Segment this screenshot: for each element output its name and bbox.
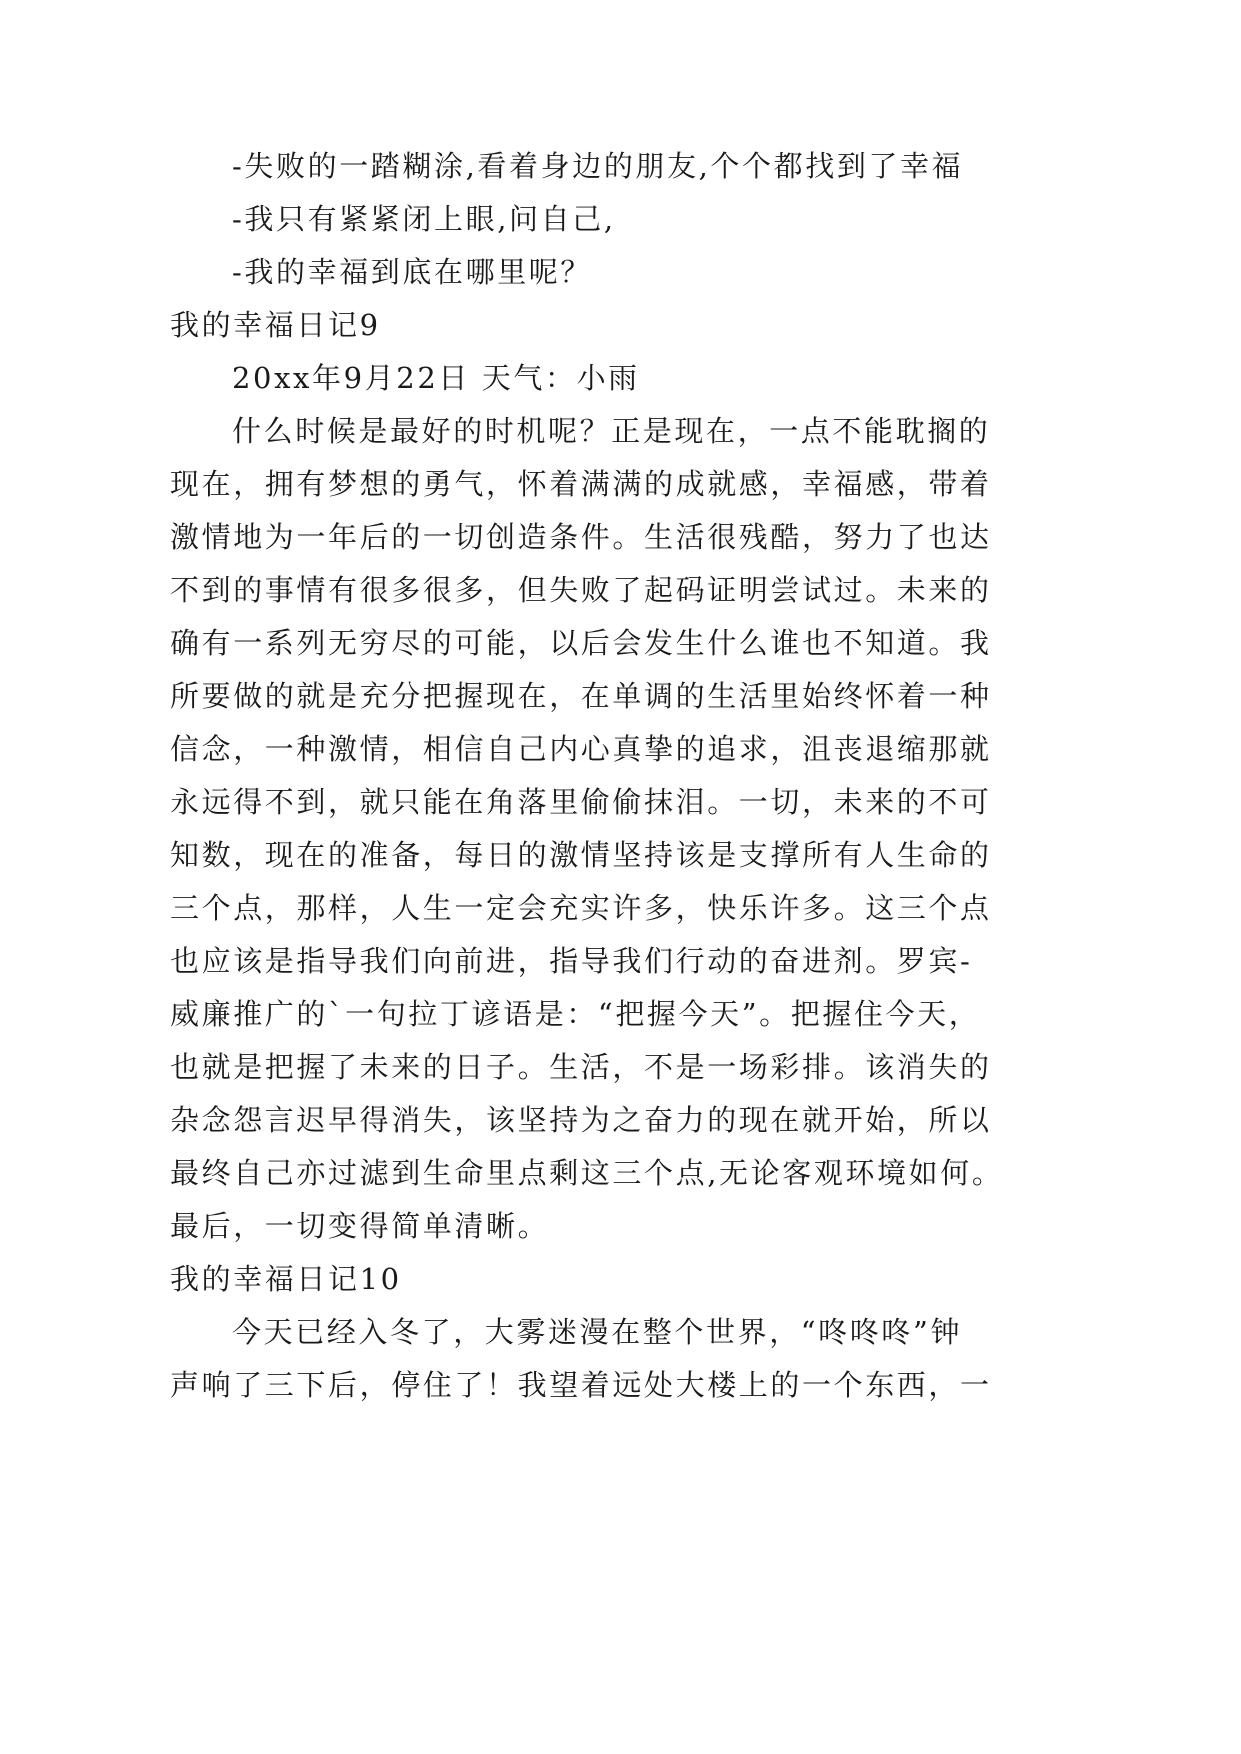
- paragraph-line: 永远得不到，就只能在角落里偷偷抹泪。一切，未来的不可: [170, 785, 992, 819]
- paragraph-line: 激情地为一年后的一切创造条件。生活很残酷，努力了也达: [170, 520, 992, 554]
- paragraph-line: 今天已经入冬了，大雾迷漫在整个世界，“咚咚咚”钟: [232, 1315, 963, 1349]
- paragraph-line: 知数，现在的准备，每日的激情坚持该是支撑所有人生命的: [170, 838, 992, 872]
- poem-line: -我的幸福到底在哪里呢？: [232, 255, 592, 289]
- paragraph-line: 什么时候是最好的时机呢？正是现在，一点不能耽搁的: [232, 414, 991, 448]
- paragraph-line: 也就是把握了未来的日子。生活，不是一场彩排。该消失的: [170, 1050, 992, 1084]
- paragraph-line: 声响了三下后，停住了！我望着远处大楼上的一个东西，一: [170, 1368, 992, 1402]
- paragraph-line: 确有一系列无穷尽的可能，以后会发生什么谁也不知道。我: [170, 626, 992, 660]
- paragraph-line: 威廉推广的`一句拉丁谚语是：“把握今天”。把握住今天，: [170, 997, 981, 1031]
- paragraph-line: 也应该是指导我们向前进，指导我们行动的奋进剂。罗宾-: [170, 944, 973, 978]
- poem-line: -我只有紧紧闭上眼,问自己,: [232, 202, 616, 236]
- poem-line: -失败的一踏糊涂,看着身边的朋友,个个都找到了幸福: [232, 149, 964, 183]
- paragraph-line: 杂念怨言迟早得消失，该坚持为之奋力的现在就开始，所以: [170, 1103, 992, 1137]
- paragraph-line: 三个点，那样，人生一定会充实许多，快乐许多。这三个点: [170, 891, 992, 925]
- paragraph-line: 信念，一种激情，相信自己内心真挚的追求，沮丧退缩那就: [170, 732, 992, 766]
- paragraph-line: 最终自己亦过滤到生命里点剩这三个点,无论客观环境如何。: [170, 1156, 1004, 1190]
- paragraph-line: 现在，拥有梦想的勇气，怀着满满的成就感，幸福感，带着: [170, 467, 992, 501]
- section-heading: 我的幸福日记10: [170, 1262, 402, 1296]
- paragraph-line: 不到的事情有很多很多，但失败了起码证明尝试过。未来的: [170, 573, 992, 607]
- paragraph-line: 所要做的就是充分把握现在，在单调的生活里始终怀着一种: [170, 679, 992, 713]
- section-heading: 我的幸福日记9: [170, 308, 381, 342]
- diary-date-weather: 20xx年9月22日 天气：小雨: [232, 361, 640, 395]
- paragraph-line: 最后，一切变得简单清晰。: [170, 1209, 550, 1243]
